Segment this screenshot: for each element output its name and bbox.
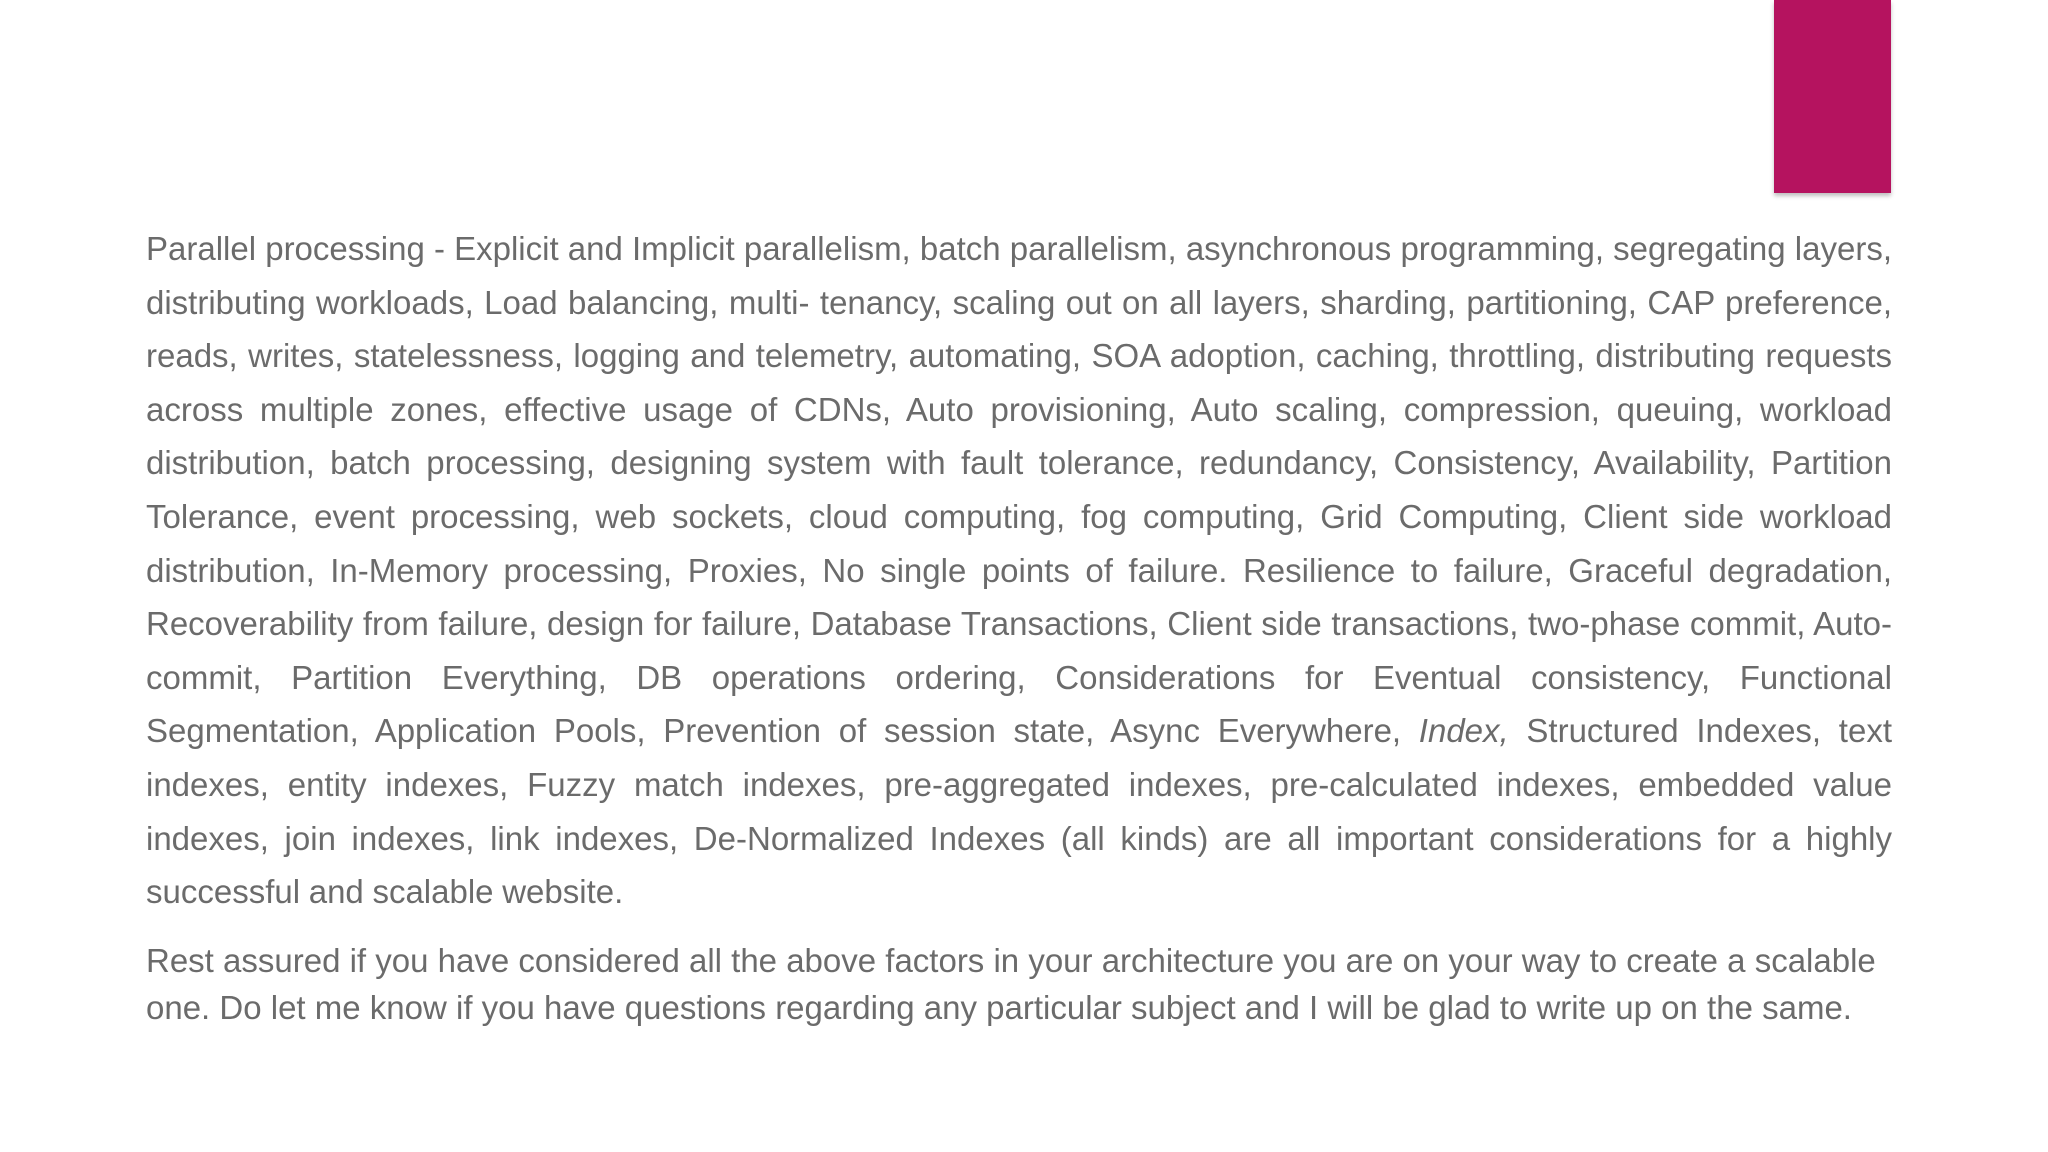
closing-paragraph: Rest assured if you have considered all the above factors in your architecture you are on your way to create a scalable one. Do let me know if you have questions regarding any particular subject and I will be glad to write up on the same.	[146, 941, 1876, 1026]
slide-body	[146, 222, 1892, 1031]
paragraph-italic-index: Index,	[1418, 712, 1509, 750]
paragraph-text-start: Parallel processing - Explicit and Implicit parallelism, batch parallelism, asynchronous programming, segregating layers, distributing workloads, Load balancing, multi- tenancy, scaling out on all layers, sharding, partitioning, CAP preference, reads, writes, statelessness, logging and telemetry, automating, SOA adoption, caching, throttling, distributing requests across multiple zones, effective usage of CDNs, Auto provisioning, Auto scaling, compression, queuing, workload distribution, batch processing, designing system with fault tolerance, redundancy, Consistency, Availability, Partition Tolerance, event processing, web sockets, cloud computing, fog computing, Grid Computing, Client side workload distribution, In-Memory processing, Proxies, No single points of failure. Resilience to failure, Graceful degradation, Recoverability from failure, design for failure, Database Transactions, Client side transactions, two-phase commit, Auto-commit, Partition Everything, DB operations ordering, Considerations for Eventual consistency, Functional Segmentation, Application Pools, Prevention of session state, Async Everywhere,	[146, 230, 1892, 750]
scalability-considerations-paragraph	[146, 222, 1892, 919]
accent-bar	[1774, 0, 1891, 193]
paragraph-text-end: Structured Indexes, text indexes, entity indexes, Fuzzy match indexes, pre-aggregated indexes, pre-calculated indexes, embedded value indexes, join indexes, link indexes, De-Normalized Indexes (all kinds) are all important considerations for a highly successful and scalable website.	[146, 712, 1892, 911]
